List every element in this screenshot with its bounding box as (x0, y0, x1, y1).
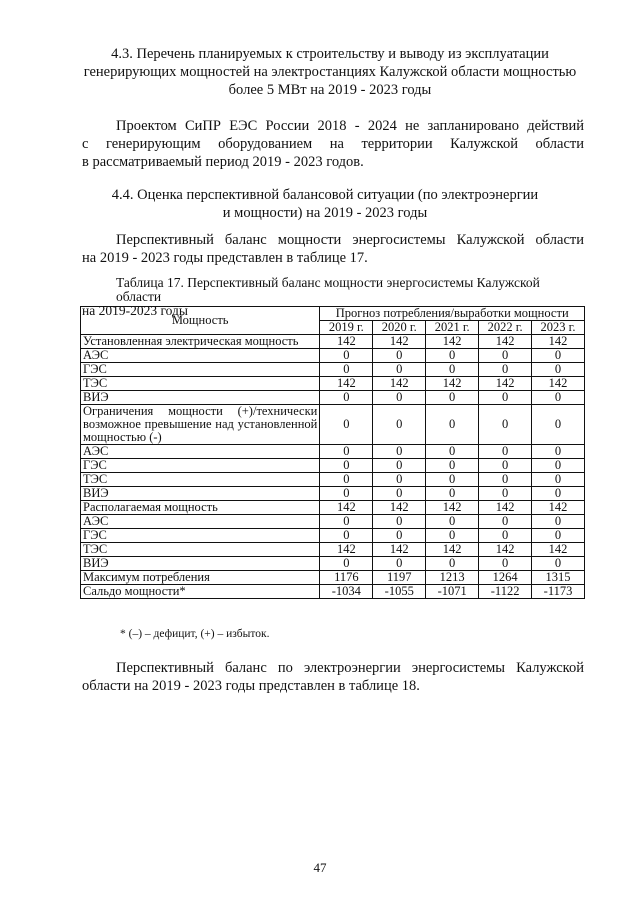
cell-value: 0 (426, 529, 479, 543)
cell-value: 0 (373, 557, 426, 571)
cell-value: 0 (426, 349, 479, 363)
header-group: Прогноз потребления/выработки мощности (320, 307, 585, 321)
cell-value: -1055 (373, 585, 426, 599)
cell-value: 0 (373, 445, 426, 459)
section-4-3-title (60, 45, 600, 99)
year-header: 2023 г. (532, 321, 585, 335)
page-number: 47 (313, 860, 327, 875)
cell-value: 0 (426, 363, 479, 377)
table-row (81, 445, 585, 459)
cell-value: 142 (426, 377, 479, 391)
table-row (81, 487, 585, 501)
cell-value: 142 (532, 501, 585, 515)
cell-value: 0 (320, 391, 373, 405)
paragraph-line: на 2019 - 2023 годы представлен в таблице 17. (82, 250, 368, 266)
cell-value: 142 (532, 543, 585, 557)
table-row (81, 557, 585, 571)
cell-value: 142 (373, 335, 426, 349)
table-row (81, 405, 585, 445)
cell-value: 0 (373, 473, 426, 487)
table-row (81, 349, 585, 363)
cell-value: 142 (373, 377, 426, 391)
cell-value: -1122 (479, 585, 532, 599)
row-label: Установленная электрическая мощность (81, 335, 320, 349)
row-label: Сальдо мощности* (81, 585, 320, 599)
cell-value: 0 (373, 529, 426, 543)
cell-value: 0 (320, 515, 373, 529)
cell-value: 0 (426, 405, 479, 445)
cell-value: 142 (479, 501, 532, 515)
cell-value: 0 (426, 557, 479, 571)
row-label: ТЭС (81, 543, 320, 557)
cell-value: 142 (320, 335, 373, 349)
table-row (81, 585, 585, 599)
row-label: ВИЭ (81, 487, 320, 501)
cell-value: 0 (479, 529, 532, 543)
cell-value: 0 (373, 349, 426, 363)
cell-value: 0 (320, 529, 373, 543)
year-header: 2019 г. (320, 321, 373, 335)
row-label: ГЭС (81, 529, 320, 543)
cell-value: 0 (320, 557, 373, 571)
table-row (81, 473, 585, 487)
cell-value: 0 (479, 487, 532, 501)
cell-value: 0 (320, 349, 373, 363)
cell-value: 0 (479, 363, 532, 377)
cell-value: 142 (426, 335, 479, 349)
title-line: 4.4. Оценка перспективной балансовой ситуации (по электроэнергии (111, 187, 539, 203)
cell-value: 0 (373, 363, 426, 377)
header-label: Мощность (81, 307, 320, 335)
table-footnote: * (–) – дефицит, (+) – избыток. (120, 628, 270, 640)
row-label: Максимум потребления (81, 571, 320, 585)
cell-value: 0 (479, 349, 532, 363)
cell-value: 142 (320, 543, 373, 557)
table-row (81, 377, 585, 391)
cell-value: 0 (532, 557, 585, 571)
cell-value: 0 (373, 515, 426, 529)
paragraph-line: в рассматриваемый период 2019 - 2023 годов. (82, 154, 364, 170)
table-row (81, 543, 585, 557)
table-row (81, 391, 585, 405)
title-line: и мощности) на 2019 - 2023 годы (222, 205, 428, 221)
row-label: ГЭС (81, 363, 320, 377)
cell-value: 0 (532, 405, 585, 445)
title-line: 4.3. Перечень планируемых к строительству и выводу из эксплуатации (111, 46, 549, 62)
cell-value: 1197 (373, 571, 426, 585)
cell-value: 0 (320, 487, 373, 501)
cell-value: 0 (373, 391, 426, 405)
cell-value: 0 (532, 487, 585, 501)
cell-value: 0 (532, 459, 585, 473)
table-row (81, 459, 585, 473)
cell-value: 142 (426, 501, 479, 515)
paragraph-line: области на 2019 - 2023 годы представлен в таблице 18. (82, 678, 420, 694)
cell-value: 1264 (479, 571, 532, 585)
cell-value: 0 (532, 529, 585, 543)
cell-value: 0 (532, 473, 585, 487)
year-header: 2020 г. (373, 321, 426, 335)
table-body (81, 335, 585, 599)
cell-value: 0 (426, 445, 479, 459)
table-row (81, 335, 585, 349)
section-4-4-title (80, 186, 570, 222)
paragraph-line: Проектом СиПР ЕЭС России 2018 - 2024 не запланировано действий (116, 118, 584, 134)
cell-value: 142 (320, 501, 373, 515)
cell-value: 0 (320, 363, 373, 377)
cell-value: 142 (320, 377, 373, 391)
cell-value: 0 (373, 405, 426, 445)
cell-value: -1173 (532, 585, 585, 599)
cell-value: 0 (426, 515, 479, 529)
table-row (81, 529, 585, 543)
cell-value: 142 (479, 543, 532, 557)
cell-value: 0 (532, 515, 585, 529)
row-label: ТЭС (81, 377, 320, 391)
cell-value: 0 (426, 459, 479, 473)
cell-value: 0 (532, 445, 585, 459)
closing-paragraph (82, 659, 584, 695)
cell-value: 0 (426, 473, 479, 487)
section-4-3-paragraph (82, 117, 584, 171)
row-label: АЭС (81, 349, 320, 363)
title-line: более 5 МВт на 2019 - 2023 годы (228, 82, 432, 98)
cell-value: 0 (373, 487, 426, 501)
cell-value: 0 (479, 445, 532, 459)
cell-value: 0 (479, 459, 532, 473)
caption-line: на 2019-2023 годы (82, 303, 188, 318)
cell-value: 1315 (532, 571, 585, 585)
cell-value: -1071 (426, 585, 479, 599)
table-row (81, 515, 585, 529)
cell-value: 0 (320, 473, 373, 487)
cell-value: 0 (532, 349, 585, 363)
cell-value: 0 (320, 445, 373, 459)
cell-value: 0 (479, 515, 532, 529)
cell-value: 0 (479, 391, 532, 405)
year-header: 2022 г. (479, 321, 532, 335)
cell-value: 0 (426, 391, 479, 405)
year-header: 2021 г. (426, 321, 479, 335)
cell-value: 142 (479, 335, 532, 349)
cell-value: 0 (320, 459, 373, 473)
title-line: генерирующих мощностей на электростанциях Калужской области мощностью (83, 64, 577, 80)
cell-value: 142 (373, 501, 426, 515)
table-row (81, 501, 585, 515)
cell-value: -1034 (320, 585, 373, 599)
cell-value: 0 (373, 459, 426, 473)
cell-value: 142 (532, 335, 585, 349)
cell-value: 0 (479, 405, 532, 445)
cell-value: 1213 (426, 571, 479, 585)
table-header-row (81, 307, 585, 321)
cell-value: 0 (532, 363, 585, 377)
caption-line: Таблица 17. Перспективный баланс мощности энергосистемы Калужской области (116, 275, 540, 304)
row-label: ТЭС (81, 473, 320, 487)
cell-value: 0 (426, 487, 479, 501)
cell-value: 0 (532, 391, 585, 405)
cell-value: 0 (320, 405, 373, 445)
row-label: Ограничения мощности (+)/технически возможное превышение над установленной мощностью (-) (81, 405, 320, 445)
table-row (81, 571, 585, 585)
paragraph-line: Перспективный баланс мощности энергосистемы Калужской области (116, 232, 584, 248)
row-label: ГЭС (81, 459, 320, 473)
table-row (81, 363, 585, 377)
cell-value: 0 (479, 557, 532, 571)
cell-value: 1176 (320, 571, 373, 585)
paragraph-line: с генерирующим оборудованием на территории Калужской области (82, 136, 584, 152)
section-4-4-paragraph (82, 231, 584, 267)
row-label: ВИЭ (81, 391, 320, 405)
row-label: ВИЭ (81, 557, 320, 571)
paragraph-line: Перспективный баланс по электроэнергии энергосистемы Калужской (116, 660, 584, 676)
cell-value: 142 (373, 543, 426, 557)
power-balance-table (80, 303, 585, 599)
row-label: АЭС (81, 445, 320, 459)
cell-value: 142 (426, 543, 479, 557)
cell-value: 142 (532, 377, 585, 391)
cell-value: 0 (479, 473, 532, 487)
cell-value: 142 (479, 377, 532, 391)
row-label: АЭС (81, 515, 320, 529)
row-label: Располагаемая мощность (81, 501, 320, 515)
